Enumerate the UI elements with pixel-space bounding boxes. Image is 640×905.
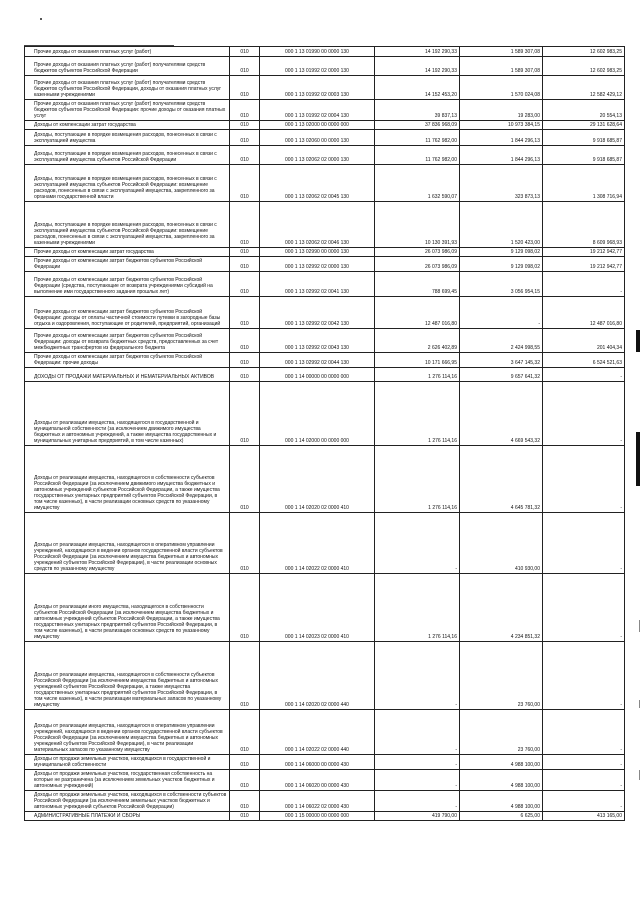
unexecuted-amount: 9 918 685,87 <box>543 130 625 146</box>
row-name: Прочие доходы от компенсации затрат бюджетов субъектов Российской Федерации <box>25 257 230 272</box>
executed-amount: 2 424 998,55 <box>460 329 543 353</box>
row-code: 010 <box>230 47 260 57</box>
unexecuted-amount: - <box>543 368 625 382</box>
scan-edge-mark <box>636 432 640 486</box>
unexecuted-amount: 1 308 716,94 <box>543 165 625 202</box>
executed-amount: 1 589 307,08 <box>460 57 543 76</box>
executed-amount: 10 973 384,15 <box>460 121 543 130</box>
row-code: 010 <box>230 146 260 165</box>
executed-amount: 1 844 296,13 <box>460 130 543 146</box>
approved-amount: 12 487 016,80 <box>375 297 460 329</box>
executed-amount: 4 988 100,00 <box>460 791 543 812</box>
row-kbk: 000 1 13 02062 02 0000 130 <box>260 146 375 165</box>
row-name: АДМИНИСТРАТИВНЫЕ ПЛАТЕЖИ И СБОРЫ <box>25 812 230 821</box>
approved-amount: 26 073 986,09 <box>375 248 460 257</box>
unexecuted-amount: - <box>543 710 625 755</box>
unexecuted-amount: 9 918 685,87 <box>543 146 625 165</box>
table-row <box>25 513 625 574</box>
table-row <box>25 755 625 770</box>
row-name: Доходы, поступающие в порядке возмещения расходов, понесенных в связи с эксплуатацией имущества субъектов Российской Федерации: возмещение расходов, понесенных в связи с эксплуатацией имущества, закрепленного за казенными учреждениями <box>25 202 230 248</box>
executed-amount: 3 056 954,15 <box>460 272 543 297</box>
approved-amount: 10 171 666,95 <box>375 353 460 368</box>
row-kbk: 000 1 14 02022 02 0000 440 <box>260 710 375 755</box>
row-kbk: 000 1 13 01992 02 0000 130 <box>260 57 375 76</box>
approved-amount: 1 632 590,07 <box>375 165 460 202</box>
table-row <box>25 353 625 368</box>
row-name: Доходы от компенсации затрат государства <box>25 121 230 130</box>
approved-amount: 39 837,13 <box>375 100 460 121</box>
row-kbk: 000 1 13 02990 00 0000 130 <box>260 248 375 257</box>
approved-amount: 788 699,45 <box>375 272 460 297</box>
unexecuted-amount: - <box>543 382 625 446</box>
approved-amount: 14 192 290,33 <box>375 47 460 57</box>
row-kbk: 000 1 13 02992 02 0000 130 <box>260 257 375 272</box>
executed-amount: 9 129 098,02 <box>460 248 543 257</box>
table-row <box>25 257 625 272</box>
scan-speck <box>40 18 42 20</box>
row-kbk: 000 1 14 02023 02 0000 410 <box>260 574 375 642</box>
executed-amount: - <box>460 297 543 329</box>
row-code: 010 <box>230 57 260 76</box>
executed-amount: 9 657 641,32 <box>460 368 543 382</box>
table-row <box>25 446 625 513</box>
row-kbk: 000 1 13 02992 02 0043 130 <box>260 329 375 353</box>
row-name: Прочие доходы от оказания платных услуг (работ) получателями средств бюджетов субъектов Российской Федерации: прочие доходы от оказания платных услуг <box>25 100 230 121</box>
approved-amount: 1 276 114,16 <box>375 368 460 382</box>
row-name: Доходы, поступающие в порядке возмещения расходов, понесенных в связи с эксплуатацией имущества субъектов Российской Федерации: возмещение расходов, понесенных в связи с эксплуатацией имущества, закрепленного за органами государственной власти <box>25 165 230 202</box>
row-kbk: 000 1 13 01992 02 0004 130 <box>260 100 375 121</box>
table-row <box>25 574 625 642</box>
row-name: Доходы, поступающие в порядке возмещения расходов, понесенных в связи с эксплуатацией имущества <box>25 130 230 146</box>
row-kbk: 000 1 15 00000 00 0000 000 <box>260 812 375 821</box>
executed-amount: 3 647 145,32 <box>460 353 543 368</box>
table-row <box>25 100 625 121</box>
unexecuted-amount: 8 609 968,93 <box>543 202 625 248</box>
row-name: Доходы от реализации имущества, находящегося в собственности субъектов Российской Федерации (за исключением движимого имущества бюджетных и автономных учреждений субъектов Российской Федерации, а также имущества государственных унитарных предприятий субъектов Российской Федерации, в том числе казенных), в части реализации основных средств по указанному имуществу <box>25 446 230 513</box>
unexecuted-amount: 413 165,00 <box>543 812 625 821</box>
approved-amount: 11 762 982,00 <box>375 130 460 146</box>
row-kbk: 000 1 14 02020 02 0000 440 <box>260 642 375 710</box>
row-code: 010 <box>230 353 260 368</box>
unexecuted-amount: 12 487 016,80 <box>543 297 625 329</box>
row-kbk: 000 1 14 02020 02 0000 410 <box>260 446 375 513</box>
row-kbk: 000 1 14 06022 02 0000 430 <box>260 791 375 812</box>
approved-amount: - <box>375 770 460 791</box>
approved-amount: 14 192 290,33 <box>375 57 460 76</box>
approved-amount: 10 130 391,93 <box>375 202 460 248</box>
unexecuted-amount: 20 554,13 <box>543 100 625 121</box>
row-code: 010 <box>230 257 260 272</box>
unexecuted-amount: - <box>543 574 625 642</box>
table-row <box>25 382 625 446</box>
row-code: 010 <box>230 446 260 513</box>
unexecuted-amount: 29 131 628,64 <box>543 121 625 130</box>
executed-amount: 1 570 024,08 <box>460 76 543 100</box>
table-row <box>25 368 625 382</box>
unexecuted-amount: - <box>543 770 625 791</box>
table-row <box>25 791 625 812</box>
row-name: Доходы, поступающие в порядке возмещения расходов, понесенных в связи с эксплуатацией имущества субъектов Российской Федерации <box>25 146 230 165</box>
row-kbk: 000 1 14 06020 00 0000 430 <box>260 770 375 791</box>
executed-amount: 4 988 100,00 <box>460 770 543 791</box>
row-code: 010 <box>230 791 260 812</box>
executed-amount: 4 988 100,00 <box>460 755 543 770</box>
executed-amount: 23 760,00 <box>460 642 543 710</box>
executed-amount: 1 844 296,13 <box>460 146 543 165</box>
unexecuted-amount: - <box>543 446 625 513</box>
row-code: 010 <box>230 770 260 791</box>
row-name: Прочие доходы от компенсации затрат бюджетов субъектов Российской Федерации: доходы от возврата бюджетных средств, предоставленных за счет межбюджетных трансфертов из федерального бюджета <box>25 329 230 353</box>
table-row <box>25 202 625 248</box>
row-code: 010 <box>230 272 260 297</box>
approved-amount: 2 626 402,89 <box>375 329 460 353</box>
row-code: 010 <box>230 100 260 121</box>
approved-amount: 14 152 453,20 <box>375 76 460 100</box>
table-row <box>25 146 625 165</box>
table-row <box>25 165 625 202</box>
executed-amount: 19 283,00 <box>460 100 543 121</box>
approved-amount: - <box>375 710 460 755</box>
row-code: 010 <box>230 130 260 146</box>
approved-amount: 26 073 986,09 <box>375 257 460 272</box>
row-name: Прочие доходы от компенсации затрат государства <box>25 248 230 257</box>
approved-amount: - <box>375 791 460 812</box>
executed-amount: 410 930,00 <box>460 513 543 574</box>
approved-amount: 419 790,00 <box>375 812 460 821</box>
row-code: 010 <box>230 76 260 100</box>
table-row <box>25 812 625 821</box>
row-name: Доходы от продажи земельных участков, находящихся в государственной и муниципальной собственности <box>25 755 230 770</box>
revenue-table-body <box>25 47 625 821</box>
unexecuted-amount: - <box>543 755 625 770</box>
approved-amount: 37 836 968,09 <box>375 121 460 130</box>
row-code: 010 <box>230 642 260 710</box>
approved-amount: - <box>375 755 460 770</box>
row-name: Прочие доходы от компенсации затрат бюджетов субъектов Российской Федерации: прочие доходы <box>25 353 230 368</box>
row-code: 010 <box>230 297 260 329</box>
row-code: 010 <box>230 710 260 755</box>
unexecuted-amount: 19 212 942,77 <box>543 248 625 257</box>
row-kbk: 000 1 13 01990 00 0000 130 <box>260 47 375 57</box>
table-row <box>25 47 625 57</box>
approved-amount: 1 276 114,16 <box>375 382 460 446</box>
row-code: 010 <box>230 248 260 257</box>
row-code: 010 <box>230 329 260 353</box>
executed-amount: 4 645 781,32 <box>460 446 543 513</box>
row-kbk: 000 1 14 02000 00 0000 000 <box>260 382 375 446</box>
row-code: 010 <box>230 368 260 382</box>
executed-amount: 6 625,00 <box>460 812 543 821</box>
table-row <box>25 76 625 100</box>
table-row <box>25 297 625 329</box>
row-kbk: 000 1 13 02992 02 0042 130 <box>260 297 375 329</box>
executed-amount: 9 129 098,02 <box>460 257 543 272</box>
unexecuted-amount: 12 582 429,12 <box>543 76 625 100</box>
row-name: Прочие доходы от компенсации затрат бюджетов субъектов Российской Федерации (средства, поступающие от возврата учреждениями субсидий на выполнение ими государственного задания прошлых лет) <box>25 272 230 297</box>
unexecuted-amount: - <box>543 272 625 297</box>
unexecuted-amount: 12 602 983,25 <box>543 57 625 76</box>
row-kbk: 000 1 13 02060 00 0000 130 <box>260 130 375 146</box>
row-kbk: 000 1 13 02000 00 0000 000 <box>260 121 375 130</box>
revenue-table <box>24 46 625 821</box>
row-name: Прочие доходы от оказания платных услуг (работ) получателями средств бюджетов субъектов Российской Федерации <box>25 57 230 76</box>
approved-amount: - <box>375 642 460 710</box>
row-code: 010 <box>230 382 260 446</box>
row-name: Доходы от реализации имущества, находящегося в собственности субъектов Российской Федерации (за исключением имущества бюджетных и автономных учреждений субъектов Российской Федерации, а также имущества государственных унитарных предприятий субъектов Российской Федерации, в том числе казенных), в части реализации материальных запасов по указанному имуществу <box>25 642 230 710</box>
row-name: Прочие доходы от оказания платных услуг (работ) получателями средств бюджетов субъектов Российской Федерации, доходы от оказания платных услуг казенными учреждениями <box>25 76 230 100</box>
row-name: Доходы от продажи земельных участков, находящихся в собственности субъектов Российской Федерации (за исключением земельных участков бюджетных и автономных учреждений субъектов Российской Федерации) <box>25 791 230 812</box>
row-kbk: 000 1 13 02062 02 0046 130 <box>260 202 375 248</box>
executed-amount: 323 873,13 <box>460 165 543 202</box>
unexecuted-amount: 6 524 521,63 <box>543 353 625 368</box>
row-code: 010 <box>230 121 260 130</box>
row-kbk: 000 1 14 02022 02 0000 410 <box>260 513 375 574</box>
executed-amount: 4 234 851,32 <box>460 574 543 642</box>
unexecuted-amount: 201 404,34 <box>543 329 625 353</box>
approved-amount: 11 762 982,00 <box>375 146 460 165</box>
row-code: 010 <box>230 513 260 574</box>
unexecuted-amount: 12 602 983,25 <box>543 47 625 57</box>
row-name: Прочие доходы от компенсации затрат бюджетов субъектов Российской Федерации: доходы от оплаты частичной стоимости путевки в загородные базы отдыха и оздоровления, поступающие от родителей, предприятий, организаций <box>25 297 230 329</box>
row-name: Доходы от реализации имущества, находящегося в оперативном управлении учреждений, находящихся в ведении органов государственной власти субъектов Российской Федерации (за исключением имущества бюджетных и автономных учреждений субъектов Российской Федерации), в части реализации материальных запасов по указанному имуществу <box>25 710 230 755</box>
approved-amount: 1 276 114,16 <box>375 446 460 513</box>
row-name: Доходы от продажи земельных участков, государственная собственность на которые не разграничена (за исключением земельных участков бюджетных и автономных учреждений) <box>25 770 230 791</box>
table-row <box>25 248 625 257</box>
executed-amount: 1 589 307,08 <box>460 47 543 57</box>
row-name: ДОХОДЫ ОТ ПРОДАЖИ МАТЕРИАЛЬНЫХ И НЕМАТЕРИАЛЬНЫХ АКТИВОВ <box>25 368 230 382</box>
row-code: 010 <box>230 202 260 248</box>
executed-amount: 4 669 543,32 <box>460 382 543 446</box>
row-kbk: 000 1 14 06000 00 0000 430 <box>260 755 375 770</box>
row-name: Доходы от реализации имущества, находящегося в государственной и муниципальной собственности (за исключением движимого имущества бюджетных и автономных учреждений, а также имущества государственных и муниципальных унитарных предприятий, в том числе казенных) <box>25 382 230 446</box>
row-kbk: 000 1 13 02992 02 0041 130 <box>260 272 375 297</box>
row-code: 010 <box>230 755 260 770</box>
unexecuted-amount: - <box>543 513 625 574</box>
table-row <box>25 770 625 791</box>
row-kbk: 000 1 14 00000 00 0000 000 <box>260 368 375 382</box>
table-row <box>25 121 625 130</box>
executed-amount: 1 520 423,00 <box>460 202 543 248</box>
unexecuted-amount: - <box>543 791 625 812</box>
unexecuted-amount: 19 212 942,77 <box>543 257 625 272</box>
row-name: Доходы от реализации иного имущества, находящегося в собственности субъектов Российской Федерации (за исключением имущества бюджетных и автономных учреждений субъектов Российской Федерации, а также имущества государственных унитарных предприятий субъектов Российской Федерации, в том числе казенных), в части реализации основных средств по указанному имуществу <box>25 574 230 642</box>
approved-amount: 1 276 114,16 <box>375 574 460 642</box>
row-kbk: 000 1 13 02992 02 0044 130 <box>260 353 375 368</box>
table-row <box>25 642 625 710</box>
table-row <box>25 130 625 146</box>
table-row <box>25 710 625 755</box>
approved-amount: - <box>375 513 460 574</box>
row-code: 010 <box>230 165 260 202</box>
row-code: 010 <box>230 574 260 642</box>
row-kbk: 000 1 13 02062 02 0045 130 <box>260 165 375 202</box>
unexecuted-amount: - <box>543 642 625 710</box>
table-row <box>25 329 625 353</box>
row-name: Прочие доходы от оказания платных услуг (работ) <box>25 47 230 57</box>
row-kbk: 000 1 13 01992 02 0003 130 <box>260 76 375 100</box>
scan-edge-mark <box>636 330 640 352</box>
table-row <box>25 272 625 297</box>
row-code: 010 <box>230 812 260 821</box>
executed-amount: 23 760,00 <box>460 710 543 755</box>
row-name: Доходы от реализации имущества, находящегося в оперативном управлении учреждений, находящихся в ведении органов государственной власти субъектов Российской Федерации (за исключением имущества бюджетных и автономных учреждений субъектов Российской Федерации), в части реализации основных средств по указанному имуществу <box>25 513 230 574</box>
table-row <box>25 57 625 76</box>
